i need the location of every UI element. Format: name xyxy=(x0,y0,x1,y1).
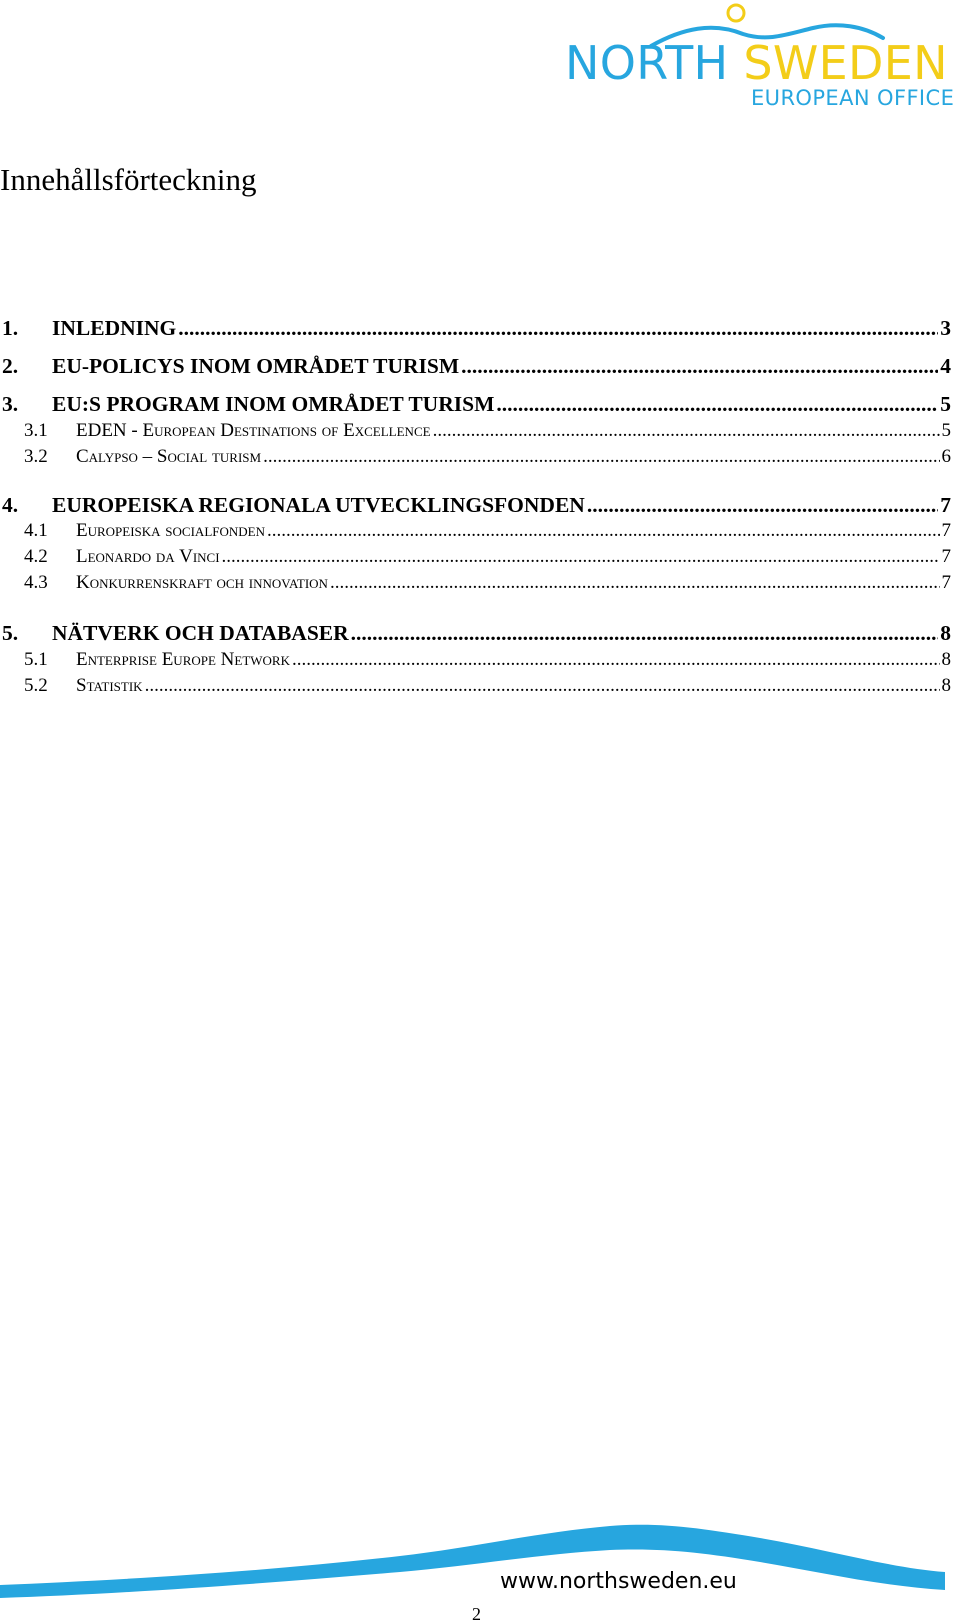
toc-title: NÄTVERK OCH DATABASER xyxy=(52,621,349,645)
toc-title: EU-POLICYS INOM OMRÅDET TURISM xyxy=(52,354,460,378)
toc-page-number: 4 xyxy=(940,354,951,378)
footer-url: www.northsweden.eu xyxy=(500,1569,737,1594)
toc-title: Calypso – Social turism xyxy=(76,446,262,467)
toc-leader-dots xyxy=(267,518,940,544)
toc-entry[interactable] xyxy=(2,389,951,419)
toc-entry[interactable] xyxy=(24,570,951,596)
toc-title: INLEDNING xyxy=(52,316,177,340)
footer-wave-graphic xyxy=(0,1520,960,1600)
toc-entry[interactable] xyxy=(2,490,951,520)
toc-leader-dots xyxy=(330,570,940,596)
toc-title: EUROPEISKA REGIONALA UTVECKLINGSFONDEN xyxy=(52,493,585,517)
toc-page-number: 5 xyxy=(941,420,951,441)
toc-page-number: 7 xyxy=(941,546,951,567)
north-sweden-logo xyxy=(563,0,960,116)
toc-number: 3.1 xyxy=(24,420,48,441)
toc-number: 5.1 xyxy=(24,649,48,670)
toc-title: EDEN - European Destinations of Excellence xyxy=(76,420,431,441)
toc-entry[interactable] xyxy=(24,418,951,444)
toc-entry[interactable] xyxy=(2,618,951,648)
logo-sweden: SWEDEN xyxy=(743,36,948,90)
toc-number: 4.2 xyxy=(24,546,48,567)
toc-entry[interactable] xyxy=(2,313,951,343)
toc-entry[interactable] xyxy=(24,544,951,570)
toc-leader-dots xyxy=(496,389,938,419)
logo-north: NORTH xyxy=(565,36,729,90)
toc-page-number: 6 xyxy=(941,446,951,467)
toc-leader-dots xyxy=(461,351,938,381)
toc-leader-dots xyxy=(587,490,938,520)
toc-number: 3. xyxy=(2,392,19,416)
toc-title: EU:S PROGRAM INOM OMRÅDET TURISM xyxy=(52,392,495,416)
toc-leader-dots xyxy=(178,313,938,343)
toc-entry[interactable] xyxy=(24,647,951,673)
logo-tagline: EUROPEAN OFFICE xyxy=(751,86,955,110)
toc-number: 4. xyxy=(2,493,19,517)
toc-page-number: 8 xyxy=(941,675,951,696)
toc-page-number: 5 xyxy=(940,392,951,416)
toc-leader-dots xyxy=(433,418,940,444)
toc-leader-dots xyxy=(351,618,939,648)
toc-leader-dots xyxy=(292,647,940,673)
toc-number: 4.3 xyxy=(24,572,48,593)
toc-page-number: 7 xyxy=(941,520,951,541)
toc-number: 4.1 xyxy=(24,520,48,541)
toc-entry[interactable] xyxy=(24,518,951,544)
toc-title: Konkurrenskraft och innovation xyxy=(76,572,328,593)
page-number: 2 xyxy=(472,1604,481,1624)
toc-leader-dots xyxy=(222,544,940,570)
toc-number: 3.2 xyxy=(24,446,48,467)
toc-number: 1. xyxy=(2,316,19,340)
toc-page-number: 7 xyxy=(940,493,951,517)
toc-title: Statistik xyxy=(76,675,143,696)
toc-entry[interactable] xyxy=(24,673,951,699)
toc-title: Enterprise Europe Network xyxy=(76,649,290,670)
toc-title: Leonardo da Vinci xyxy=(76,546,220,567)
toc-title: Europeiska socialfonden xyxy=(76,520,265,541)
page-title: Innehållsförteckning xyxy=(0,162,257,197)
toc-page-number: 3 xyxy=(940,316,951,340)
logo-wordmark xyxy=(565,38,948,88)
toc-leader-dots xyxy=(263,444,939,470)
toc-page-number: 8 xyxy=(940,621,951,645)
toc-entry[interactable] xyxy=(2,351,951,381)
toc-page-number: 8 xyxy=(941,649,951,670)
toc-number: 5.2 xyxy=(24,675,48,696)
toc-leader-dots xyxy=(145,673,940,699)
toc-entry[interactable] xyxy=(24,444,951,470)
toc-number: 5. xyxy=(2,621,19,645)
toc-page-number: 7 xyxy=(941,572,951,593)
toc-number: 2. xyxy=(2,354,19,378)
